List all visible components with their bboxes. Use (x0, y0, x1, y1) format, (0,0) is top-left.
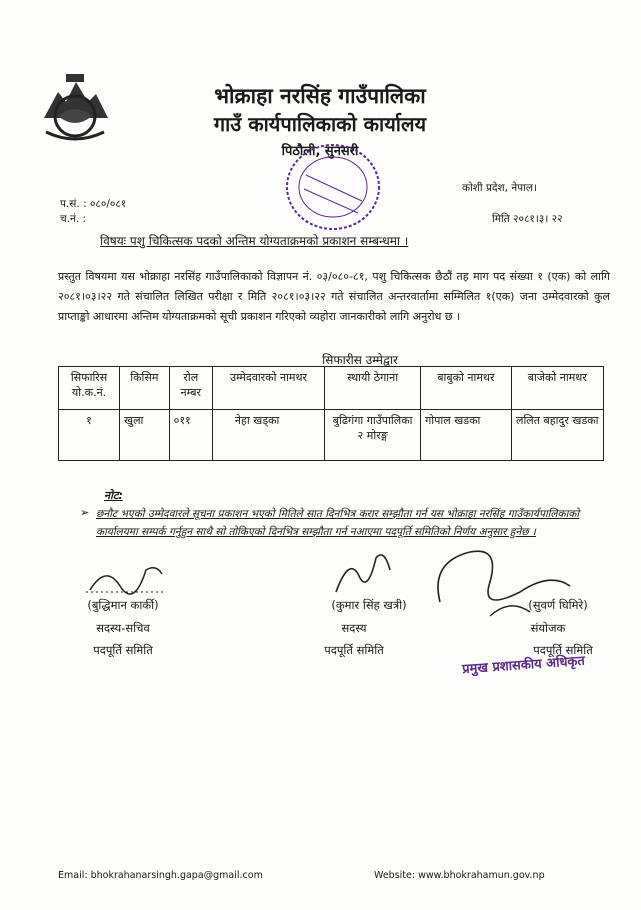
cell-grandfather-name: ललित बहादुर खडका (511, 410, 603, 461)
cell-candidate-name: नेहा खड्का (212, 410, 324, 461)
signatory-3-name: (सुवर्ण घिमिरे) (528, 598, 588, 612)
candidate-table (58, 366, 604, 461)
signatory-3-role: संयोजक (530, 621, 566, 635)
dispatch-number: च.नं. : (60, 213, 87, 225)
table-header-row (59, 367, 604, 410)
office-subtitle: गाउँ कार्यपालिकाको कार्यालय (213, 112, 427, 136)
col-father-name: बाबुको नामथर (421, 367, 511, 410)
province-text: कोशी प्रदेश, नेपाल। (462, 182, 537, 194)
signatory-1-role: सदस्य-सचिव (96, 621, 150, 635)
footer-email: Email: bhokrahanarsingh.gapa@gmail.com (58, 870, 263, 881)
note-text: छनौट भएको उम्मेदवारले सूचना प्रकाशन भएको मितिले सात दिनभित्र करार सम्झौता गर्न यस भोक्राहा नरसिंह गाउँकार्यपालिकाको कार्यालयमा सम्पर्क गर्नुहुन साथै सो तोकिएको दिनभित्र सम्झौता गर्न नआएमा पदपूर्ति समितिको निर्णय अनुसार हुनेछ । (96, 508, 580, 538)
signatory-1-name: (बुद्धिमान कार्की) (87, 598, 159, 612)
footer-website: Website: www.bhokrahamun.gov.np (374, 870, 545, 881)
signature-1 (86, 560, 166, 596)
body-paragraph: प्रस्तुत विषयमा यस भोक्राहा नरसिंह गाउँपालिकाको विज्ञापन नं. ०३/०८०-८१, पशु चिकित्सक छैठौं तह माग पद संख्या १ (एक) को लागि २०८१।०३।२२ गते संचालित लिखित परीक्षा र मिति २०८१।०३।२२ गते संचालित अन्तरवार्तामा सम्मिलित १(एक) जना उम्मेदवारको कुल प्राप्ताङ्को आधारमा अन्तिम योग्यताक्रमको सूची प्रकाशन गरिएको व्यहोरा जानकारीको लागि अनुरोध छ । (58, 270, 610, 323)
office-location: पिठौली, सुनसरी (281, 144, 359, 159)
date: मिति २०८१।३। २२ (492, 213, 563, 225)
note-label: नोट: (104, 489, 123, 502)
signatory-2-name: (कुमार सिंह खत्री) (331, 598, 407, 612)
municipality-emblem (36, 72, 114, 146)
col-address: स्थायी ठेगाना (325, 367, 421, 410)
cell-roll: ०११ (169, 410, 212, 461)
signature-2 (330, 548, 400, 596)
col-roll: रोल नम्बर (169, 367, 212, 410)
chief-officer-stamp: प्रमुख प्रशासकीय अधिकृत (461, 653, 586, 678)
arrow-bullet-icon: ➢ (80, 506, 90, 519)
office-stamp (278, 135, 388, 240)
reference-number: प.सं. : ०८०/०८१ (60, 198, 127, 210)
cell-address: बुढिगंगा गाउँपालिका २ मोरङ्ग (325, 410, 421, 461)
cell-recommend-no: १ (59, 410, 120, 461)
signatory-1-committee: पदपूर्ति समिति (93, 643, 153, 657)
col-type: किसिम (120, 367, 170, 410)
cell-father-name: गोपाल खडका (421, 410, 511, 461)
signatory-2-role: सदस्य (341, 621, 367, 635)
office-title: भोक्राहा नरसिंह गाउँपालिका (214, 84, 426, 108)
col-grandfather-name: बाजेको नामथर (511, 367, 603, 410)
col-recommend-no: सिफारिस यो.क.नं. (59, 367, 120, 410)
subject-line: विषयः पशु चिकित्सक पदको अन्तिम योग्यताक्रमको प्रकाशन सम्बन्धमा । (100, 234, 409, 248)
table-caption: सिफारीस उम्मेद्वार (322, 353, 398, 367)
col-candidate-name: उम्मेदवारको नामथर (212, 367, 324, 410)
cell-type: खुला (120, 410, 170, 461)
signatory-2-committee: पदपूर्ति समिति (324, 643, 384, 657)
signatory-3-committee: पदपूर्ति समिति (533, 643, 593, 657)
table-row (59, 410, 604, 461)
